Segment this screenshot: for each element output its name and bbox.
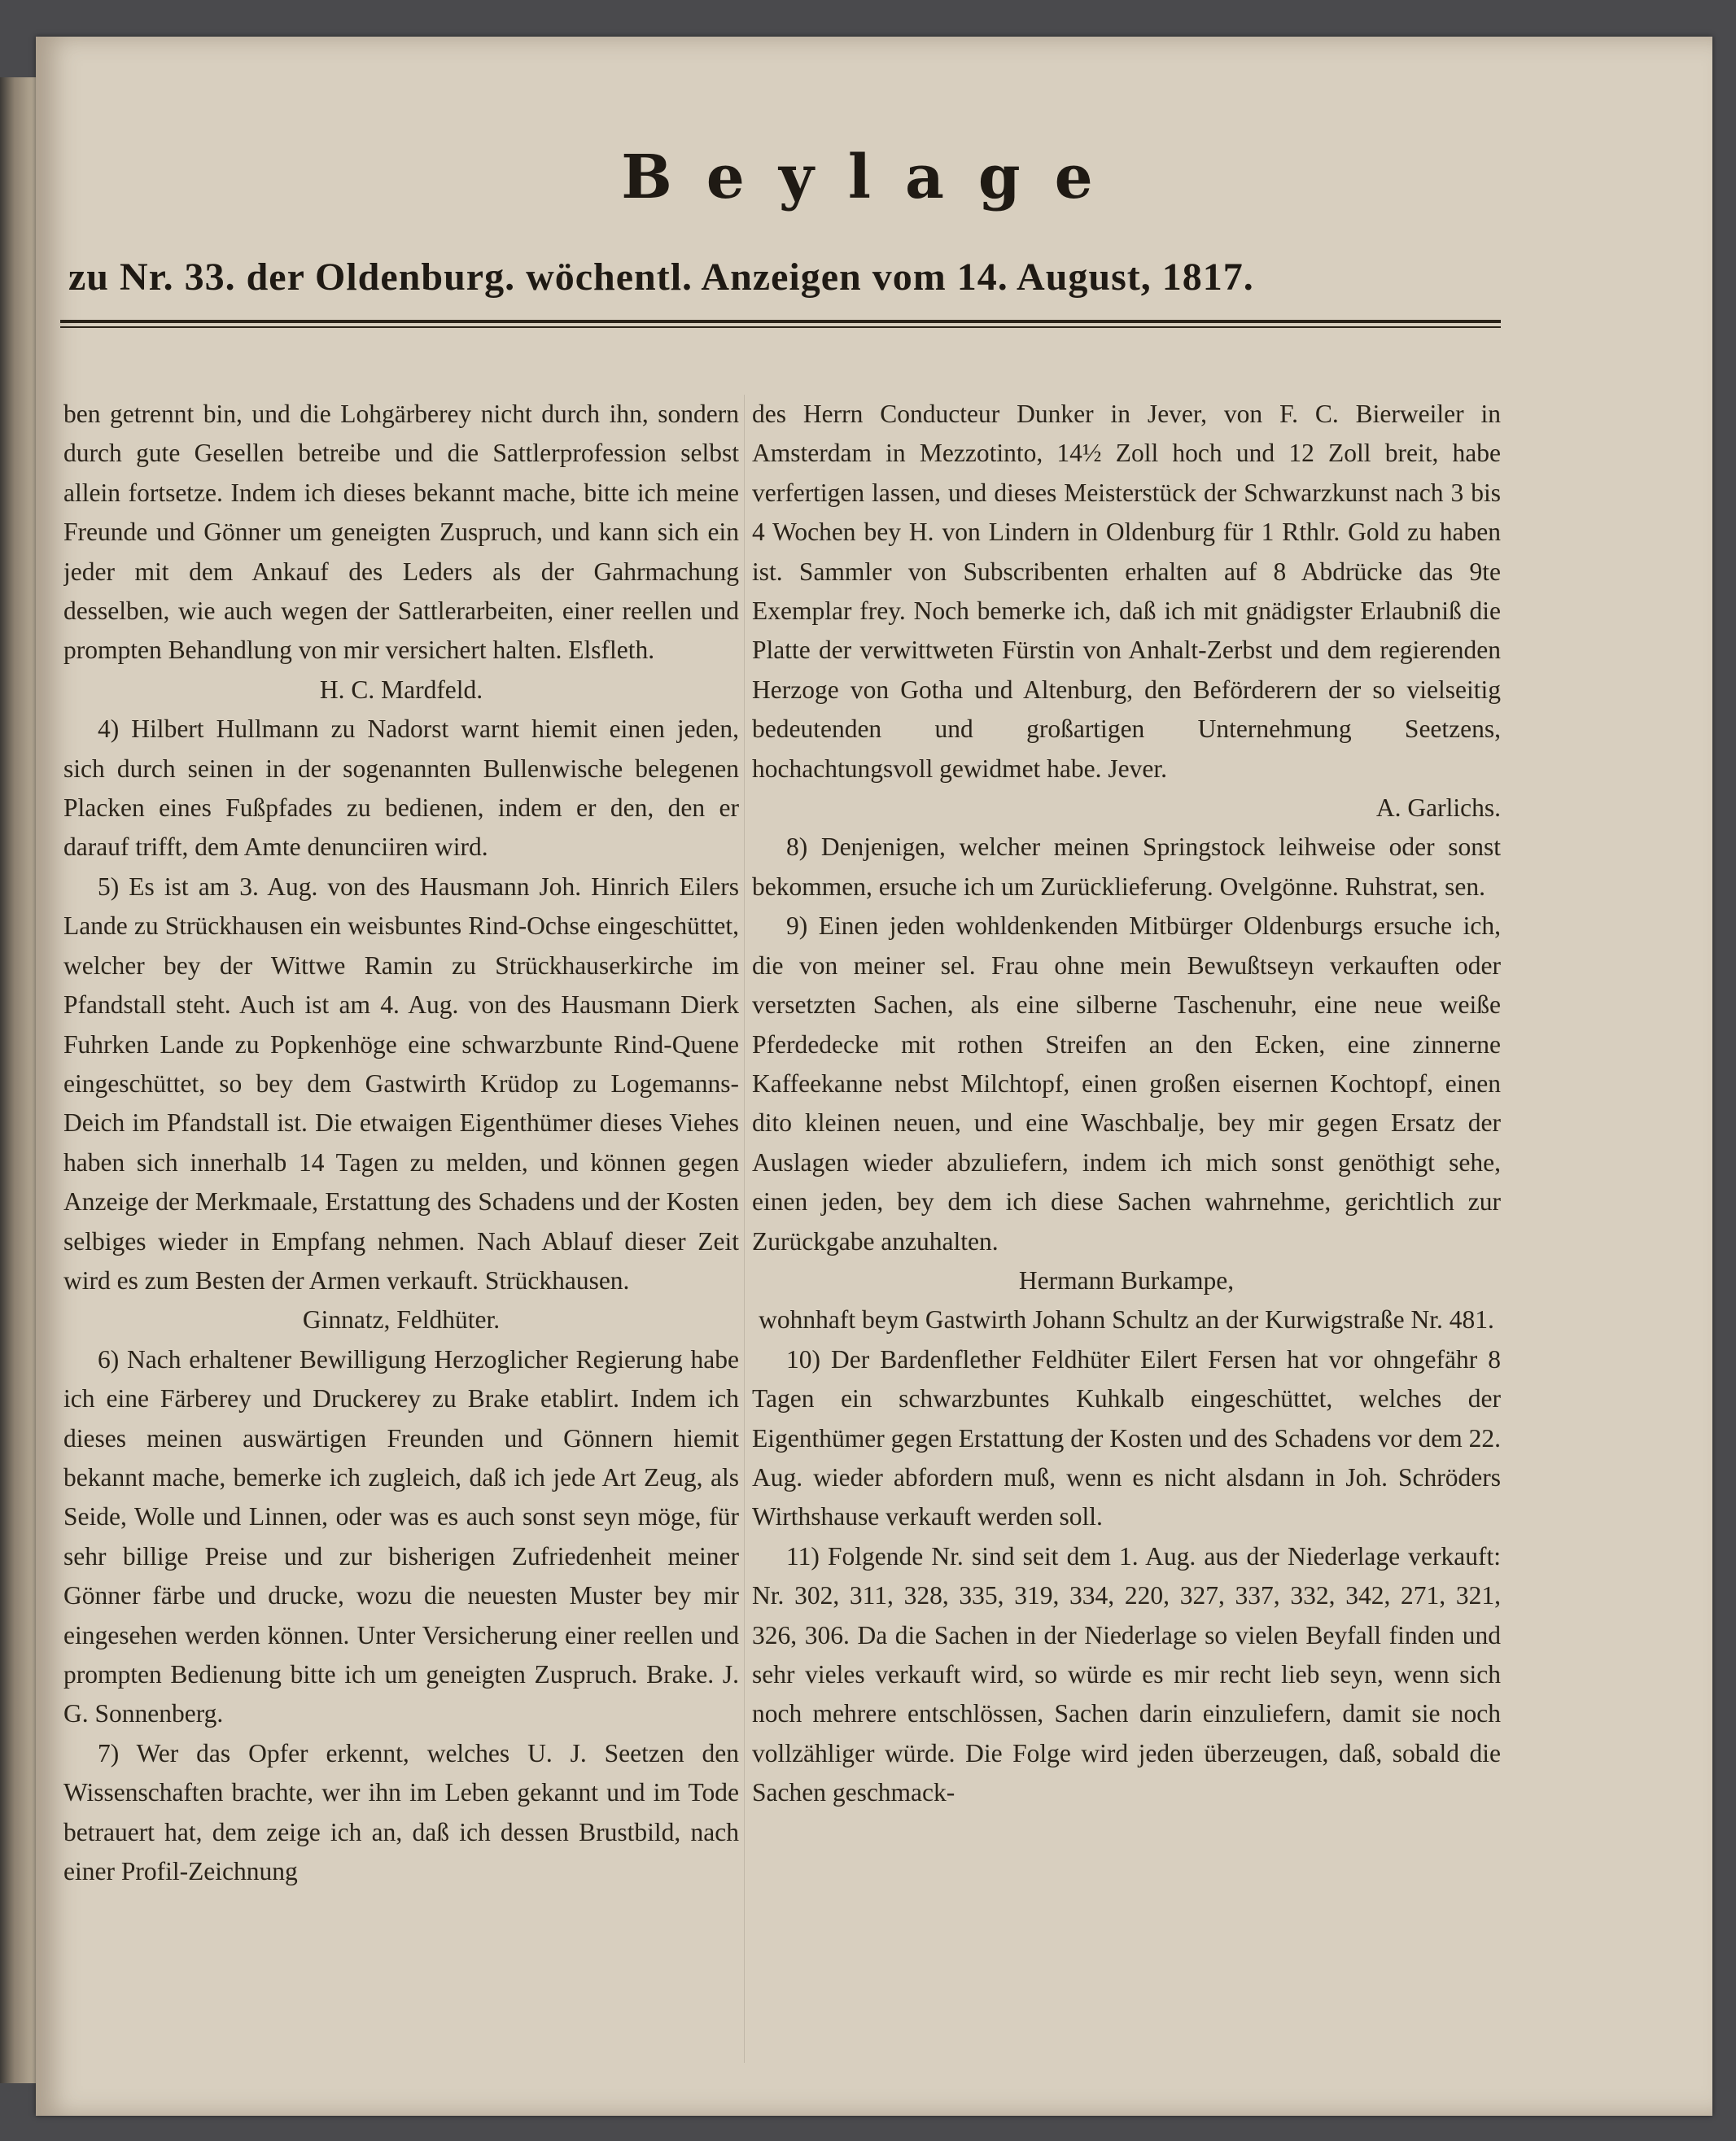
notice-9: 9) Einen jeden wohldenkenden Mitbürger Oldenburgs ersuche ich, die von meiner sel. Frau ohne mein Bewußtseyn verkauften oder versetzten Sachen, als eine silberne Taschenuhr, eine neue weiße Pferdedecke mit rothen Streifen an den Ecken, eine zinnerne Kaffeekanne nebst Milchtopf, einen großen eisernen Kochtopf, einen dito kleinen neuen, und eine Waschbalje, bey mir gegen Ersatz der Auslagen wieder abzuliefern, indem ich mich sonst genöthigt sehe, einen jeden, bey dem ich diese Sachen wahrnehme, gerichtlich zur Zurückgabe anzuhalten. xyxy=(752,911,1501,1256)
notice-5-signature: Ginnatz, Feldhüter. xyxy=(302,1305,501,1335)
notice-signature: H. C. Mardfeld. xyxy=(319,675,483,704)
previous-page-edge xyxy=(0,77,36,2083)
left-column xyxy=(63,395,739,2095)
notice-5: 5) Es ist am 3. Aug. von des Hausmann Joh. Hinrich Eilers Lande zu Strückhausen ein weisbuntes Rind-Ochse eingeschüttet, welcher bey der Wittwe Ramin zu Strückhauserkirche im Pfandstall steht. Auch ist am 4. Aug. von des Hausmann Dierk Fuhrken Lande zu Popkenhöge eine schwarzbunte Rind-Quene eingeschüttet, so bey dem Gastwirth Krüdop zu Logemanns-Deich im Pfandstall ist. Die etwaigen Eigenthümer dieses Viehes haben sich innerhalb 14 Tagen zu melden, und können gegen Anzeige der Merkmaale, Erstattung des Schadens und der Kosten selbiges wieder in Empfang nehmen. Nach Ablauf dieser Zeit wird es zum Besten der Armen verkauft. Strückhausen. xyxy=(63,872,739,1295)
notice-7-continued: des Herrn Conducteur Dunker in Jever, von F. C. Bierweiler in Amsterdam in Mezzotinto, 14½ Zoll hoch und 12 Zoll breit, habe verfertigen lassen, und dieses Meisterstück der Schwarzkunst nach 3 bis 4 Wochen bey H. von Lindern in Oldenburg für 1 Rthlr. Gold zu haben ist. Sammler von Subscribenten erhalten auf 8 Abdrücke das 9te Exemplar frey. Noch bemerke ich, daß ich mit gnädigster Erlaubniß die Platte der verwittweten Fürstin von Anhalt-Zerbst und dem regierenden Herzoge von Gotha und Altenburg, den Beförderern der so vielseitig bedeutenden und großartigen Unternehmung Seetzens, hochachtungsvoll gewidmet habe. Jever. xyxy=(752,400,1501,783)
notice-4: 4) Hilbert Hullmann zu Nadorst warnt hiemit einen jeden, sich durch seinen in der sogenannten Bullenwische belegenen Placken eines Fußpfades zu bedienen, indem er den, den er darauf trifft, dem Amte denunciiren wird. xyxy=(63,714,739,862)
header-rule-thin xyxy=(60,326,1501,328)
notice-9-signature: Hermann Burkampe, xyxy=(1018,1265,1235,1295)
column-divider xyxy=(744,395,745,2063)
notice-8: 8) Denjenigen, welcher meinen Springstock leihweise oder sonst bekommen, ersuche ich um Zurücklieferung. Ovelgönne. Ruhstrat, sen. xyxy=(752,832,1501,901)
notice-11: 11) Folgende Nr. sind seit dem 1. Aug. aus der Niederlage verkauft: Nr. 302, 311, 328, 335, 319, 334, 220, 327, 337, 332, 342, 271, 321, 326, 306. Da die Sachen in der Niederlage so vielen Beyfall finden und sehr vieles verkauft wird, so würde es mir recht lieb seyn, wenn sich noch mehrere entschlössen, Sachen darin einzuliefern, damit sie noch vollzähliger würde. Die Folge wird jeden überzeugen, daß, sobald die Sachen geschmack- xyxy=(752,1541,1501,1807)
header-rule-thick xyxy=(60,320,1501,323)
notice-9-address: wohnhaft beym Gastwirth Johann Schultz an der Kurwigstraße Nr. 481. xyxy=(759,1305,1494,1335)
page-title: Beylage xyxy=(621,142,1127,212)
notice-7: 7) Wer das Opfer erkennt, welches U. J. Seetzen den Wissenschaften brachte, wer ihn im Leben gekannt und im Tode betrauert hat, dem zeige ich an, daß ich dessen Brustbild, nach einer Profil-Zeichnung xyxy=(63,1738,739,1886)
right-column xyxy=(752,395,1501,2095)
notice-10: 10) Der Bardenflether Feldhüter Eilert Fersen hat vor ohngefähr 8 Tagen ein schwarzbuntes Kuhkalb eingeschüttet, welches der Eigenthümer gegen Erstattung der Kosten und des Schadens vor dem 22. Aug. wieder abfordern muß, wenn es nicht alsdann in Joh. Schröders Wirthshause verkauft werden soll. xyxy=(752,1344,1501,1531)
notice-continued: ben getrennt bin, und die Lohgärberey nicht durch ihn, sondern durch gute Gesellen betreibe und die Sattlerprofession selbst allein fortsetze. Indem ich dieses bekannt mache, bitte ich meine Freunde und Gönner um geneigten Zuspruch, und kann sich ein jeder mit dem Ankauf des Leders als der Gahrmachung desselben, wie auch wegen der Sattlerarbeiten, einer reellen und prompten Behandlung von mir versichert halten. Elsfleth. xyxy=(63,400,739,665)
newspaper-page xyxy=(36,37,1712,2116)
notice-6: 6) Nach erhaltener Bewilligung Herzoglicher Regierung habe ich eine Färberey und Druckerey zu Brake etablirt. Indem ich dieses meinen auswärtigen Freunden und Gönnern hiemit bekannt mache, bemerke ich zugleich, daß ich jede Art Zeug, als Seide, Wolle und Linnen, oder was es auch sonst seyn möge, für sehr billige Preise und zur bisherigen Zufriedenheit meiner Gönner färbe und drucke, wozu die neuesten Muster bey mir eingesehen werden können. Unter Versicherung einer reellen und prompten Bedienung bitte ich um geneigten Zuspruch. Brake. J. G. Sonnenberg. xyxy=(63,1344,739,1728)
notice-7-signature: A. Garlichs. xyxy=(1375,793,1501,823)
page-subtitle: zu Nr. 33. der Oldenburg. wöchentl. Anzeigen vom 14. August, 1817. xyxy=(68,256,1254,299)
